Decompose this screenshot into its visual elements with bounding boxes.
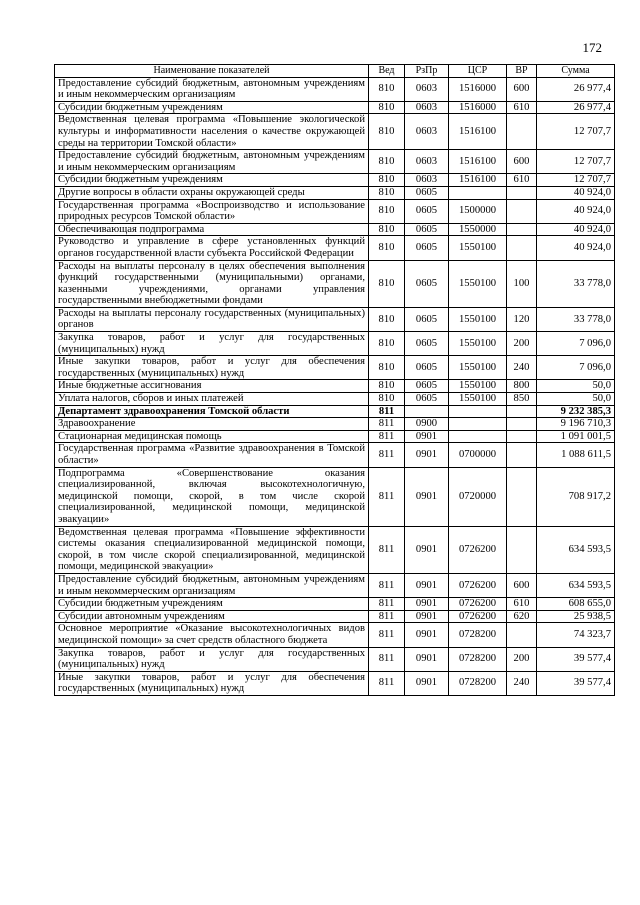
- header-ved: Вед: [369, 65, 405, 78]
- cell-ved: 811: [369, 610, 405, 623]
- table-row: [55, 114, 615, 150]
- cell-ved: 810: [369, 260, 405, 307]
- cell-name: Ведомственная целевая программа «Повышение экологической культуры и информативности населения о качестве окружающей среды на территории Томской области»: [55, 114, 369, 150]
- table-row: [55, 573, 615, 597]
- cell-csr: 0700000: [449, 443, 507, 467]
- cell-rzpr: 0901: [405, 623, 449, 647]
- table-row: [55, 356, 615, 380]
- table-row: [55, 647, 615, 671]
- cell-name: Субсидии бюджетным учреждениям: [55, 174, 369, 187]
- cell-rzpr: 0605: [405, 236, 449, 260]
- cell-ved: 810: [369, 101, 405, 114]
- cell-ved: 810: [369, 223, 405, 236]
- cell-vr: 620: [507, 610, 537, 623]
- cell-ved: 811: [369, 430, 405, 443]
- cell-rzpr: 0605: [405, 199, 449, 223]
- header-sum: Сумма: [537, 65, 615, 78]
- cell-vr: [507, 623, 537, 647]
- cell-rzpr: 0603: [405, 77, 449, 101]
- table-row: [55, 598, 615, 611]
- cell-name: Ведомственная целевая программа «Повышение эффективности системы оказания специализированной медицинской помощи, скорой, в том числе скорой специализированной, медицинской помощи, медицинской эвакуации»: [55, 526, 369, 573]
- table-row: [55, 236, 615, 260]
- cell-vr: [507, 186, 537, 199]
- cell-sum: 50,0: [537, 393, 615, 406]
- cell-ved: 810: [369, 174, 405, 187]
- cell-name: Государственная программа «Воспроизводство и использование природных ресурсов Томской области»: [55, 199, 369, 223]
- cell-sum: 40 924,0: [537, 199, 615, 223]
- table-row: [55, 77, 615, 101]
- cell-sum: 26 977,4: [537, 77, 615, 101]
- table-body: [55, 77, 615, 695]
- cell-csr: 1500000: [449, 199, 507, 223]
- cell-csr: 0726200: [449, 526, 507, 573]
- cell-vr: 200: [507, 647, 537, 671]
- cell-vr: [507, 526, 537, 573]
- cell-ved: 811: [369, 647, 405, 671]
- table-row: [55, 610, 615, 623]
- table-header-row: [55, 65, 615, 78]
- header-vr: ВР: [507, 65, 537, 78]
- cell-vr: 800: [507, 380, 537, 393]
- cell-sum: 26 977,4: [537, 101, 615, 114]
- cell-csr: 0726200: [449, 610, 507, 623]
- cell-sum: 25 938,5: [537, 610, 615, 623]
- cell-sum: 634 593,5: [537, 573, 615, 597]
- table-row: [55, 405, 615, 418]
- cell-ved: 810: [369, 114, 405, 150]
- cell-ved: 810: [369, 199, 405, 223]
- cell-sum: 40 924,0: [537, 186, 615, 199]
- cell-sum: 33 778,0: [537, 307, 615, 331]
- cell-vr: 240: [507, 671, 537, 695]
- cell-ved: 810: [369, 307, 405, 331]
- cell-sum: 1 088 611,5: [537, 443, 615, 467]
- cell-sum: 7 096,0: [537, 332, 615, 356]
- cell-name: Руководство и управление в сфере установленных функций органов государственной власти субъекта Российской Федерации: [55, 236, 369, 260]
- cell-name: Другие вопросы в области охраны окружающей среды: [55, 186, 369, 199]
- cell-rzpr: 0605: [405, 332, 449, 356]
- cell-name: Уплата налогов, сборов и иных платежей: [55, 393, 369, 406]
- cell-vr: [507, 443, 537, 467]
- cell-sum: 7 096,0: [537, 356, 615, 380]
- cell-csr: [449, 405, 507, 418]
- cell-rzpr: 0901: [405, 526, 449, 573]
- cell-csr: 0728200: [449, 647, 507, 671]
- cell-vr: [507, 467, 537, 526]
- cell-vr: 600: [507, 77, 537, 101]
- cell-name: Субсидии бюджетным учреждениям: [55, 101, 369, 114]
- cell-csr: 1550100: [449, 393, 507, 406]
- cell-vr: 610: [507, 598, 537, 611]
- cell-rzpr: 0605: [405, 380, 449, 393]
- cell-vr: 100: [507, 260, 537, 307]
- cell-name: Здравоохранение: [55, 418, 369, 431]
- cell-csr: 1550000: [449, 223, 507, 236]
- cell-csr: [449, 430, 507, 443]
- cell-name: Иные закупки товаров, работ и услуг для обеспечения государственных (муниципальных) нужд: [55, 671, 369, 695]
- table-row: [55, 260, 615, 307]
- header-csr: ЦСР: [449, 65, 507, 78]
- cell-name: Основное мероприятие «Оказание высокотехнологичных видов медицинской помощи» за счет средств областного бюджета: [55, 623, 369, 647]
- cell-name: Субсидии автономным учреждениям: [55, 610, 369, 623]
- cell-csr: 1516000: [449, 77, 507, 101]
- cell-rzpr: 0605: [405, 393, 449, 406]
- cell-csr: 0728200: [449, 671, 507, 695]
- cell-rzpr: 0605: [405, 260, 449, 307]
- cell-vr: [507, 114, 537, 150]
- cell-ved: 810: [369, 150, 405, 174]
- cell-sum: 39 577,4: [537, 647, 615, 671]
- cell-csr: [449, 186, 507, 199]
- cell-sum: 40 924,0: [537, 236, 615, 260]
- cell-ved: 811: [369, 405, 405, 418]
- cell-csr: 1550100: [449, 260, 507, 307]
- table-row: [55, 223, 615, 236]
- cell-csr: 0726200: [449, 573, 507, 597]
- table-row: [55, 526, 615, 573]
- cell-vr: [507, 430, 537, 443]
- cell-ved: 810: [369, 236, 405, 260]
- table-row: [55, 307, 615, 331]
- cell-rzpr: 0605: [405, 307, 449, 331]
- header-name: Наименование показателей: [55, 65, 369, 78]
- cell-ved: 811: [369, 443, 405, 467]
- cell-name: Предоставление субсидий бюджетным, автономным учреждениям и иным некоммерческим организациям: [55, 77, 369, 101]
- cell-rzpr: 0901: [405, 430, 449, 443]
- cell-vr: 600: [507, 573, 537, 597]
- table-row: [55, 671, 615, 695]
- cell-ved: 811: [369, 671, 405, 695]
- cell-csr: 1550100: [449, 356, 507, 380]
- cell-csr: 0728200: [449, 623, 507, 647]
- table-row: [55, 199, 615, 223]
- cell-sum: 33 778,0: [537, 260, 615, 307]
- cell-ved: 810: [369, 186, 405, 199]
- cell-ved: 811: [369, 623, 405, 647]
- cell-name: Предоставление субсидий бюджетным, автономным учреждениям и иным некоммерческим организациям: [55, 150, 369, 174]
- cell-csr: 1550100: [449, 307, 507, 331]
- cell-rzpr: 0603: [405, 101, 449, 114]
- table-row: [55, 174, 615, 187]
- table-row: [55, 430, 615, 443]
- page-number: 172: [582, 40, 602, 55]
- cell-rzpr: 0605: [405, 186, 449, 199]
- cell-name: Закупка товаров, работ и услуг для государственных (муниципальных) нужд: [55, 647, 369, 671]
- table-row: [55, 418, 615, 431]
- cell-ved: 811: [369, 526, 405, 573]
- cell-vr: 850: [507, 393, 537, 406]
- cell-csr: 1516000: [449, 101, 507, 114]
- cell-rzpr: 0603: [405, 114, 449, 150]
- cell-name: Расходы на выплаты персоналу в целях обеспечения выполнения функций государственными (муниципальными) органами, казенными учреждениями, органами управления государственными внебюджетными фондами: [55, 260, 369, 307]
- cell-ved: 811: [369, 467, 405, 526]
- table-row: [55, 393, 615, 406]
- cell-vr: [507, 236, 537, 260]
- header-rzpr: РзПр: [405, 65, 449, 78]
- cell-vr: 200: [507, 332, 537, 356]
- cell-name: Закупка товаров, работ и услуг для государственных (муниципальных) нужд: [55, 332, 369, 356]
- cell-name: Департамент здравоохранения Томской области: [55, 405, 369, 418]
- cell-rzpr: 0603: [405, 150, 449, 174]
- cell-vr: [507, 223, 537, 236]
- cell-vr: [507, 405, 537, 418]
- cell-csr: 1550100: [449, 236, 507, 260]
- cell-ved: 810: [369, 356, 405, 380]
- table-row: [55, 150, 615, 174]
- cell-sum: 50,0: [537, 380, 615, 393]
- budget-table: [54, 64, 615, 696]
- cell-vr: [507, 199, 537, 223]
- cell-ved: 811: [369, 598, 405, 611]
- cell-name: Предоставление субсидий бюджетным, автономным учреждениям и иным некоммерческим организациям: [55, 573, 369, 597]
- cell-sum: 634 593,5: [537, 526, 615, 573]
- cell-csr: 1550100: [449, 332, 507, 356]
- cell-vr: 240: [507, 356, 537, 380]
- table-row: [55, 443, 615, 467]
- cell-sum: 12 707,7: [537, 114, 615, 150]
- cell-name: Субсидии бюджетным учреждениям: [55, 598, 369, 611]
- cell-name: Обеспечивающая подпрограмма: [55, 223, 369, 236]
- table-row: [55, 380, 615, 393]
- cell-rzpr: 0901: [405, 598, 449, 611]
- cell-name: Государственная программа «Развитие здравоохранения в Томской области»: [55, 443, 369, 467]
- cell-name: Иные бюджетные ассигнования: [55, 380, 369, 393]
- cell-sum: 74 323,7: [537, 623, 615, 647]
- cell-vr: 120: [507, 307, 537, 331]
- cell-ved: 811: [369, 418, 405, 431]
- cell-sum: 12 707,7: [537, 150, 615, 174]
- table-row: [55, 467, 615, 526]
- cell-ved: 810: [369, 393, 405, 406]
- cell-name: Стационарная медицинская помощь: [55, 430, 369, 443]
- cell-rzpr: 0605: [405, 223, 449, 236]
- cell-csr: [449, 418, 507, 431]
- cell-sum: 40 924,0: [537, 223, 615, 236]
- cell-rzpr: 0901: [405, 573, 449, 597]
- cell-ved: 811: [369, 573, 405, 597]
- cell-ved: 810: [369, 77, 405, 101]
- cell-ved: 810: [369, 380, 405, 393]
- cell-rzpr: [405, 405, 449, 418]
- table-row: [55, 623, 615, 647]
- cell-rzpr: 0901: [405, 443, 449, 467]
- cell-csr: 1550100: [449, 380, 507, 393]
- cell-rzpr: 0901: [405, 671, 449, 695]
- cell-csr: 1516100: [449, 174, 507, 187]
- cell-csr: 1516100: [449, 114, 507, 150]
- cell-vr: [507, 418, 537, 431]
- cell-rzpr: 0901: [405, 467, 449, 526]
- cell-csr: 0720000: [449, 467, 507, 526]
- cell-sum: 12 707,7: [537, 174, 615, 187]
- cell-sum: 1 091 001,5: [537, 430, 615, 443]
- cell-sum: 708 917,2: [537, 467, 615, 526]
- cell-rzpr: 0900: [405, 418, 449, 431]
- cell-rzpr: 0605: [405, 356, 449, 380]
- cell-sum: 608 655,0: [537, 598, 615, 611]
- cell-rzpr: 0901: [405, 647, 449, 671]
- cell-csr: 0726200: [449, 598, 507, 611]
- cell-vr: 610: [507, 101, 537, 114]
- table-row: [55, 101, 615, 114]
- cell-name: Иные закупки товаров, работ и услуг для обеспечения государственных (муниципальных) нужд: [55, 356, 369, 380]
- table-row: [55, 332, 615, 356]
- cell-vr: 600: [507, 150, 537, 174]
- cell-rzpr: 0603: [405, 174, 449, 187]
- cell-vr: 610: [507, 174, 537, 187]
- cell-sum: 9 196 710,3: [537, 418, 615, 431]
- cell-sum: 9 232 385,3: [537, 405, 615, 418]
- table-row: [55, 186, 615, 199]
- cell-name: Расходы на выплаты персоналу государственных (муниципальных) органов: [55, 307, 369, 331]
- cell-ved: 810: [369, 332, 405, 356]
- cell-sum: 39 577,4: [537, 671, 615, 695]
- cell-name: Подпрограмма «Совершенствование оказания специализированной, включая высокотехнологичную, медицинской помощи, скорой, в том числе скорой специализированной, медицинской помощи, медицинской эвакуации»: [55, 467, 369, 526]
- cell-rzpr: 0901: [405, 610, 449, 623]
- cell-csr: 1516100: [449, 150, 507, 174]
